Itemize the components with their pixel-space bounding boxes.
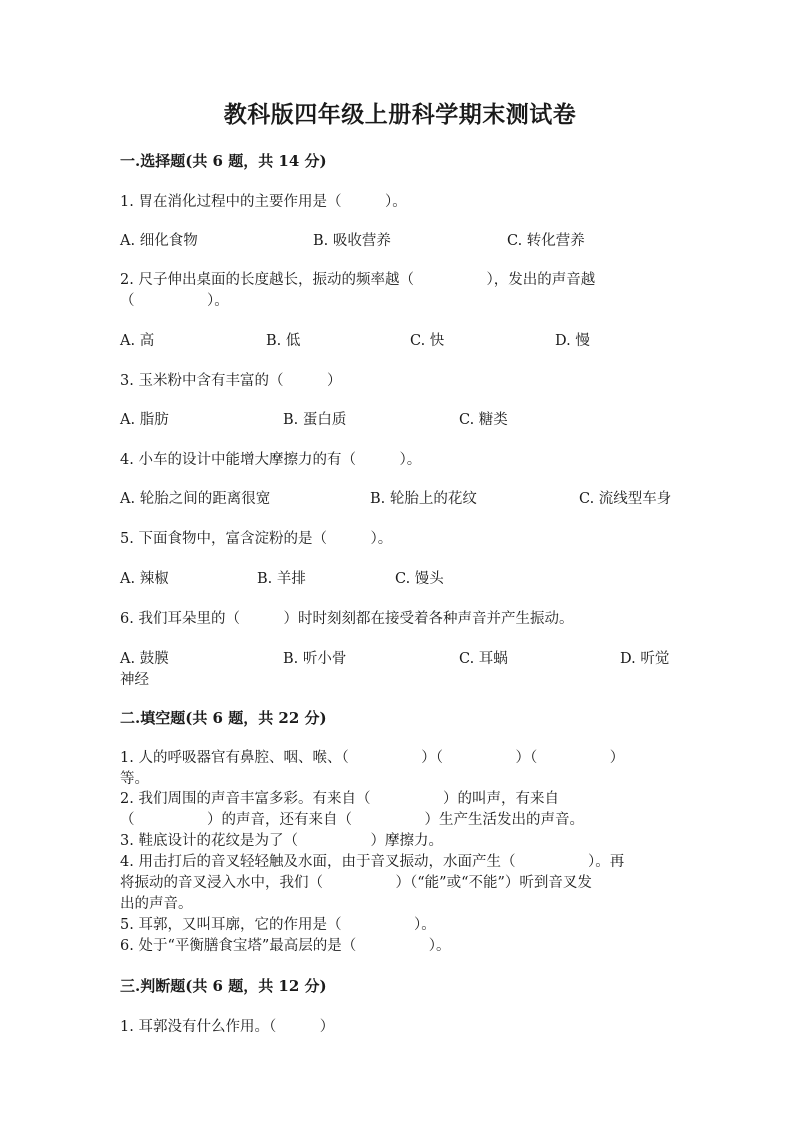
question-2-line-1: 2. 尺子伸出桌面的长度越长，振动的频率越（ ），发出的声音越 [120,272,596,288]
q4-option-b: B. 轮胎上的花纹 [370,491,477,507]
q6-option-b: B. 听小骨 [283,651,347,667]
fill-line: 出的声音。 [120,896,193,912]
fill-line: 等。 [120,771,149,787]
question-1: 1. 胃在消化过程中的主要作用是（ ）。 [120,194,407,210]
q2-option-a: A. 高 [120,333,155,349]
fill-line: （ ）的声音，还有来自（ ）生产生活发出的声音。 [120,812,584,828]
question-5: 5. 下面食物中，富含淀粉的是（ ）。 [120,531,393,547]
question-3: 3. 玉米粉中含有丰富的（ ） [120,373,342,389]
q3-option-a: A. 脂肪 [120,412,169,428]
question-2-line-2: （ ）。 [120,293,229,309]
judge-question-1: 1. 耳郭没有什么作用。（ ） [120,1019,335,1035]
q2-option-d: D. 慢 [555,333,590,349]
fill-line: 4. 用击打后的音叉轻轻触及水面，由于音叉振动，水面产生（ ）。再 [120,854,625,870]
q2-option-b: B. 低 [266,333,301,349]
question-4: 4. 小车的设计中能增大摩擦力的有（ ）。 [120,452,422,468]
q6-option-c: C. 耳蜗 [459,651,508,667]
q6-option-d-wrap: 神经 [120,672,149,688]
section-heading-choice: 一.选择题(共 6 题，共 14 分) [120,152,327,170]
q5-option-b: B. 羊排 [257,571,306,587]
fill-line: 2. 我们周围的声音丰富多彩。有来自（ ）的叫声，有来自 [120,791,559,807]
fill-line: 1. 人的呼吸器官有鼻腔、咽、喉、（ ）（ ）（ ） [120,750,625,766]
q6-option-d: D. 听觉 [620,651,670,667]
q1-option-a: A. 细化食物 [120,233,198,249]
q5-option-c: C. 馒头 [395,571,444,587]
q4-option-c: C. 流线型车身 [579,491,672,507]
q2-option-c: C. 快 [410,333,445,349]
q5-option-a: A. 辣椒 [120,571,169,587]
section-heading-judge: 三.判断题(共 6 题，共 12 分) [120,977,327,995]
page-title: 教科版四年级上册科学期末测试卷 [223,101,577,128]
q6-option-a: A. 鼓膜 [120,651,169,667]
fill-line: 将振动的音叉浸入水中，我们（ ）（“能”或“不能”）听到音叉发 [120,875,592,891]
q1-option-c: C. 转化营养 [507,233,585,249]
fill-line: 3. 鞋底设计的花纹是为了（ ）摩擦力。 [120,833,443,849]
fill-line: 6. 处于“平衡膳食宝塔”最高层的是（ ）。 [120,938,451,954]
q1-option-b: B. 吸收营养 [313,233,391,249]
q4-option-a: A. 轮胎之间的距离很宽 [120,491,271,507]
fill-line: 5. 耳郭，又叫耳廓，它的作用是（ ）。 [120,917,436,933]
q3-option-b: B. 蛋白质 [283,412,347,428]
question-6: 6. 我们耳朵里的（ ）时时刻刻都在接受着各种声音并产生振动。 [120,611,574,627]
q3-option-c: C. 糖类 [459,412,508,428]
section-heading-fill: 二.填空题(共 6 题，共 22 分) [120,709,327,727]
